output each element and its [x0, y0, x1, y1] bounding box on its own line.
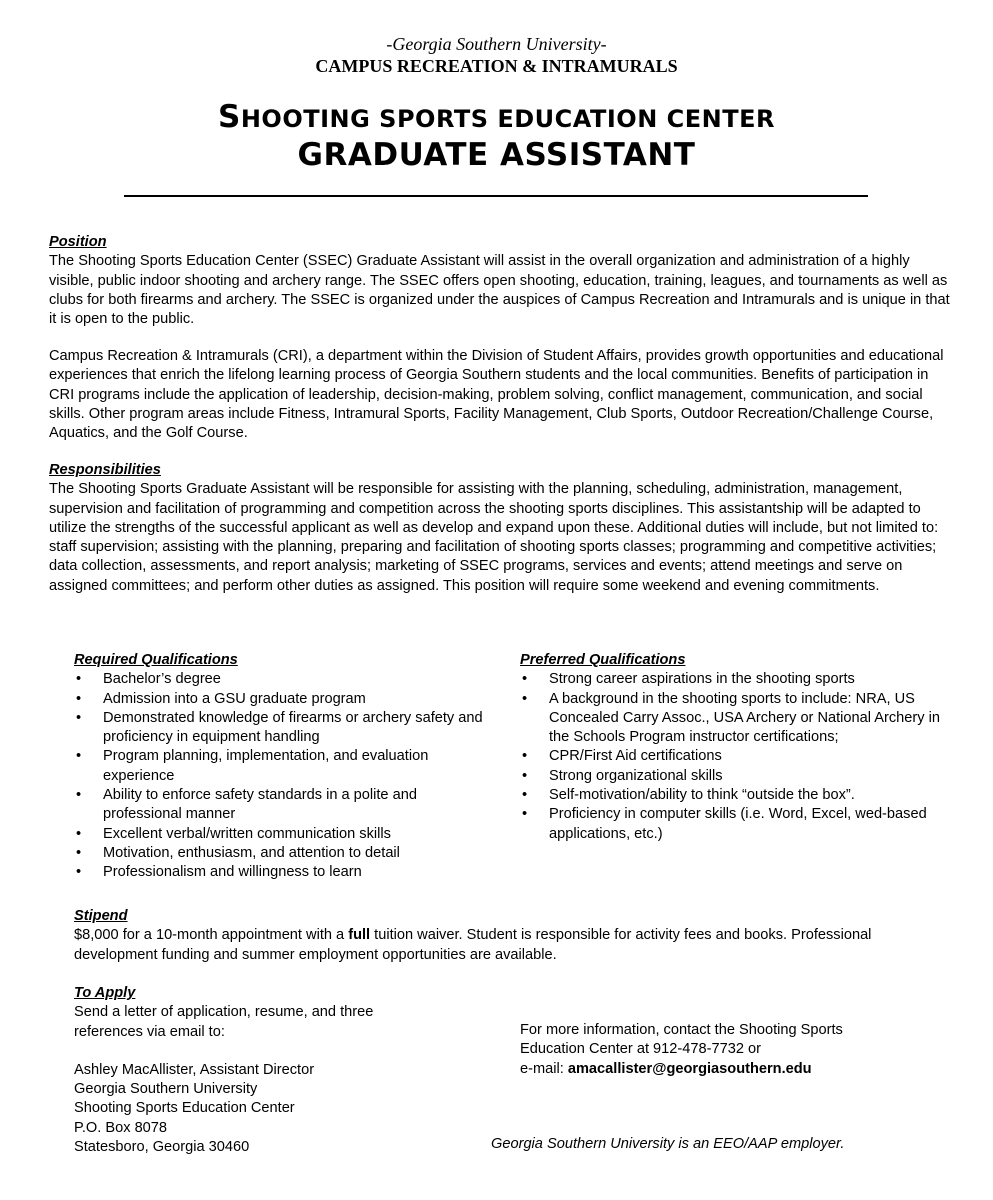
address-line: Statesboro, Georgia 30460: [74, 1139, 250, 1156]
stipend-text-bold: full: [348, 927, 371, 944]
stipend-text: [74, 926, 954, 965]
responsibilities-heading: Responsibilities: [49, 462, 161, 478]
list-item: • Motivation, enthusiasm, and attention to detail: [74, 844, 484, 863]
list-item: • Ability to enforce safety standards in a polite and professional manner: [74, 786, 484, 825]
list-item: • Bachelor’s degree: [74, 670, 484, 689]
address-line: P.O. Box 8078: [74, 1119, 168, 1136]
page-title-rest: HOOTING SPORTS EDUCATION CENTER: [240, 105, 775, 133]
responsibilities-text: The Shooting Sports Graduate Assistant will be responsible for assisting with the planning, scheduling, administration, management, supervision and facilitation of programming and competition across the shooting sports disciplines. This assistantship will be adapted to utilize the strengths of the successful applicant as well as develop and expand upon these. Additional duties will include, but not limited to: staff supervision; assisting with the planning, preparing and facilitation of shooting sports classes; programming and competitive activities; data collection, assessments, and report analysis; marketing of SSEC programs, services and events; attend meetings and serve on assigned committees; and perform other duties as assigned. This position will require some weekend and evening commitments.: [49, 481, 939, 594]
list-item: • Demonstrated knowledge of firearms or archery safety and proficiency in equipment handling: [74, 709, 484, 748]
preferred-qualifications: [520, 651, 940, 844]
list-item: • CPR/First Aid certifications: [520, 747, 940, 766]
page-title-line1: [0, 98, 993, 138]
list-item: • Professionalism and willingness to learn: [74, 863, 484, 882]
required-qualifications: [74, 651, 484, 883]
list-item: • Admission into a GSU graduate program: [74, 690, 484, 709]
responsibilities-section: [49, 461, 954, 596]
address-line: Georgia Southern University: [74, 1081, 258, 1098]
apply-heading: To Apply: [74, 985, 136, 1001]
list-item: • Self-motivation/ability to think “outside the box”.: [520, 786, 940, 805]
page-title-line2: GRADUATE ASSISTANT: [297, 137, 696, 173]
apply-instruction-line2: references via email to:: [74, 1023, 225, 1040]
list-item: • Proficiency in computer skills (i.e. Word, Excel, wed-based applications, etc.): [520, 805, 940, 844]
stipend-section: [74, 907, 954, 965]
contact-line2: Education Center at 912-478-7732 or: [520, 1041, 761, 1058]
preferred-heading: Preferred Qualifications: [520, 652, 686, 668]
apply-instruction-line1: Send a letter of application, resume, and three: [74, 1004, 374, 1021]
email-label: e-mail:: [520, 1060, 568, 1077]
position-section: [49, 233, 954, 329]
position-heading: Position: [49, 234, 107, 250]
apply-section: [74, 984, 474, 1157]
stipend-text-end: tuition waiver. Student is responsible for activity fees and books. Professional development funding and summer employment opportunities are available.: [74, 927, 872, 963]
contact-line1: For more information, contact the Shooting Sports: [520, 1022, 843, 1038]
list-item: • Strong career aspirations in the shooting sports: [520, 670, 940, 689]
email-address[interactable]: amacallister@georgiasouthern.edu: [567, 1060, 812, 1077]
cri-section: [49, 347, 954, 443]
contact-section: [520, 1021, 940, 1079]
eeo-statement: Georgia Southern University is an EEO/AAP employer.: [491, 1136, 845, 1152]
list-item: • Strong organizational skills: [520, 767, 940, 786]
department-name: CAMPUS RECREATION & INTRAMURALS: [315, 56, 678, 76]
address-line: Ashley MacAllister, Assistant Director: [74, 1061, 315, 1078]
address-line: Shooting Sports Education Center: [74, 1100, 295, 1117]
position-text: The Shooting Sports Education Center (SSEC) Graduate Assistant will assist in the overall organization and administration of a highly visible, public indoor shooting and archery range. The SSEC offers open shooting, education, training, leagues, and tournaments as well as clubs for both firearms and archery. The SSEC is organized under the auspices of Campus Recreation and Intramurals and is unique in that it is open to the public.: [49, 253, 950, 328]
contact-email-line: [520, 1060, 940, 1079]
list-item: • A background in the shooting sports to include: NRA, US Concealed Carry Assoc., USA Archery or National Archery in the Schools Program instructor certifications;: [520, 690, 940, 748]
required-list: [74, 670, 484, 882]
required-heading: Required Qualifications: [74, 652, 238, 668]
title-divider: [124, 195, 868, 197]
university-name: -Georgia Southern University-: [386, 34, 607, 54]
stipend-heading: Stipend: [74, 908, 128, 924]
page-title-initial: S: [218, 99, 241, 135]
preferred-list: [520, 670, 940, 844]
list-item: • Program planning, implementation, and evaluation experience: [74, 747, 484, 786]
stipend-text-start: $8,000 for a 10-month appointment with a: [74, 927, 349, 944]
cri-text: Campus Recreation & Intramurals (CRI), a department within the Division of Student Affairs, provides growth opportunities and educational experiences that enrich the lifelong learning process of Georgia Southern students and the local communities. Benefits of participation in CRI programs include the application of leadership, decision-making, problem solving, conflict management, communication, and social skills. Other program areas include Fitness, Intramural Sports, Facility Management, Club Sports, Outdoor Recreation/Challenge Course, Aquatics, and the Golf Course.: [49, 348, 944, 442]
list-item: • Excellent verbal/written communication skills: [74, 825, 484, 844]
